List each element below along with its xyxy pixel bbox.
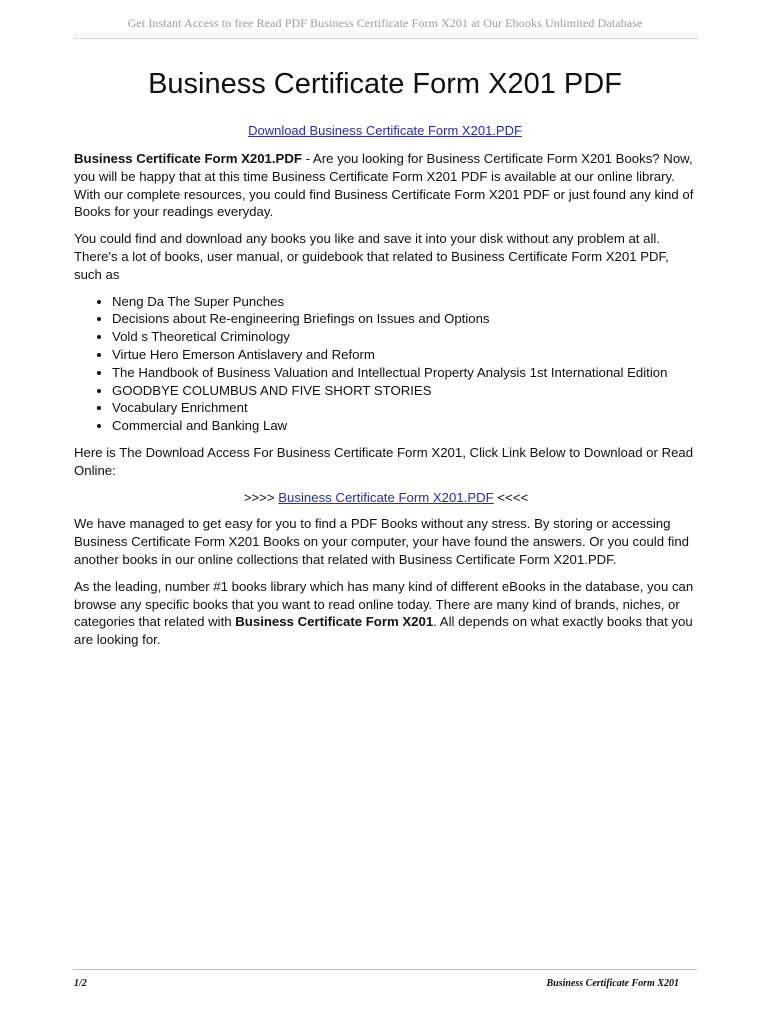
list-item: • Commercial and Banking Law	[112, 417, 698, 435]
inline-download-link-line	[74, 489, 698, 507]
paragraph5-text-after: . All depends on what exactly books that you are looking for.	[74, 614, 693, 648]
page-title: Business Certificate Form X201 PDF	[148, 68, 622, 100]
list-item: • Neng Da The Super Punches	[112, 293, 698, 311]
paragraph-download-access: Here is The Download Access For Business Certificate Form X201, Click Link Below to Download or Read Online:	[74, 444, 694, 478]
paragraph-related-books: You could find and download any books you like and save it into your disk without any problem at all. There's a lot of books, user manual, or guidebook that related to Business Certificate Form X201 PDF, such as	[74, 231, 669, 282]
link-prefix-arrows: >>>>	[243, 489, 279, 505]
paragraph-easy-access: We have managed to get easy for you to find a PDF Books without any stress. By storing or accessing Business Certificate Form X201 Books on your computer, your have found the answers. Or you could find another books in our online collections that related with Business Certificate Form X201.PDF.	[74, 516, 689, 567]
footer-divider	[74, 969, 697, 970]
page-number: 1/2	[74, 978, 87, 989]
paragraph-leading-library	[74, 578, 698, 649]
intro-paragraph	[74, 150, 698, 221]
header-banner: Get Instant Access to free Read PDF Business Certificate Form X201 at Our Ebooks Unlimited Database	[127, 16, 643, 30]
link-suffix-arrows: <<<<	[493, 489, 529, 505]
document-body	[74, 150, 698, 658]
footer-title: Business Certificate Form X201	[546, 978, 679, 989]
book-list	[74, 293, 698, 435]
list-item: • Decisions about Re-engineering Briefings on Issues and Options	[112, 310, 698, 328]
list-item: • GOODBYE COLUMBUS AND FIVE SHORT STORIES	[112, 382, 698, 400]
paragraph5-bold: Business Certificate Form X201	[235, 614, 434, 630]
list-item: • Vold s Theoretical Criminology	[112, 328, 698, 346]
intro-bold-title: Business Certificate Form X201.PDF	[74, 151, 302, 166]
download-link[interactable]: Download Business Certificate Form X201.PDF	[248, 123, 522, 138]
list-item: • Virtue Hero Emerson Antislavery and Reform	[112, 346, 698, 364]
intro-text: - Are you looking for Business Certificate Form X201 Books? Now, you will be happy that at this time Business Certificate Form X201 PDF is available at our online library. With our complete resources, you could find Business Certificate Form X201 PDF or just found any kind of Books for your readings everyday.	[74, 151, 694, 220]
download-link-container	[0, 123, 770, 138]
inline-download-link[interactable]: Business Certificate Form X201.PDF	[278, 489, 494, 505]
list-item: • The Handbook of Business Valuation and Intellectual Property Analysis 1st International Edition	[112, 364, 698, 382]
list-item: • Vocabulary Enrichment	[112, 399, 698, 417]
paragraph5-text-before: As the leading, number #1 books library which has many kind of different eBooks in the database, you can browse any specific books that you want to read online today. There are many kind of brands, niches, or categories that related with	[74, 578, 694, 630]
header-divider	[74, 38, 697, 39]
